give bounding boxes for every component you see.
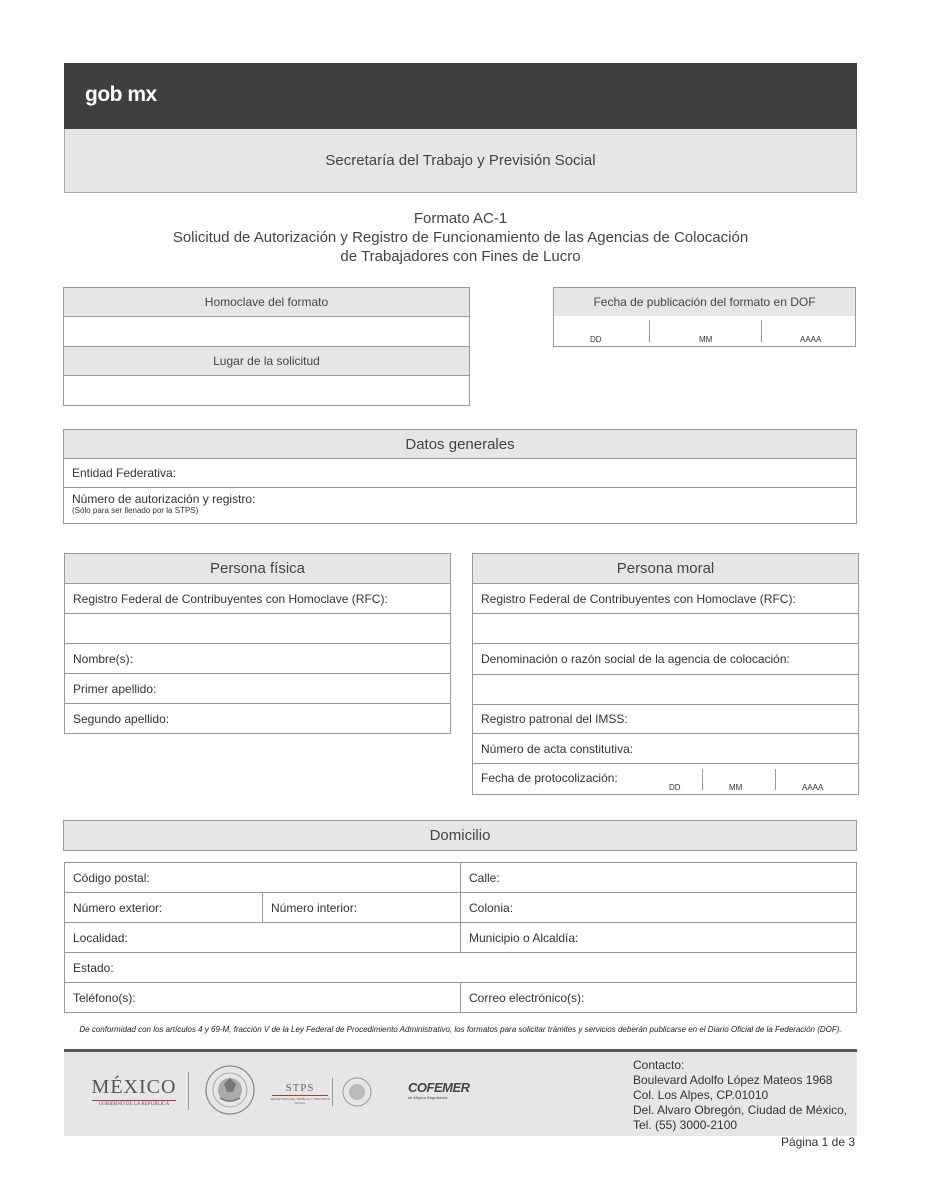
numero-autorizacion-label: Número de autorización y registro: (72, 492, 256, 506)
persona-fisica-title: Persona física (209, 560, 306, 577)
title-line-2: Solicitud de Autorización y Registro de Funcionamiento de las Agencias de Colocación (172, 229, 749, 246)
persona-moral-header (472, 553, 859, 584)
mexico-wordmark: MÉXICO (91, 1076, 177, 1098)
page-number: Página 1 de 3 (780, 1135, 855, 1149)
persona-fisica-header (64, 553, 451, 584)
divider (188, 1072, 189, 1110)
pf-primer-apellido-label: Primer apellido: (73, 681, 157, 696)
pm-acta-label: Número de acta constitutiva: (481, 741, 634, 756)
entidad-field[interactable] (63, 458, 857, 488)
codigo-postal-label: Código postal: (73, 870, 150, 885)
correo-field[interactable] (460, 982, 857, 1013)
pm-fecha-aaaa: AAAA (802, 783, 824, 792)
pf-rfc-field[interactable] (64, 613, 451, 644)
estado-field[interactable] (64, 952, 857, 983)
calle-field[interactable] (460, 862, 857, 893)
estado-label: Estado: (73, 960, 114, 975)
divider (761, 320, 762, 342)
ministry-band (64, 129, 857, 193)
pf-nombre-label: Nombre(s): (73, 651, 134, 666)
homoclave-field[interactable] (63, 316, 470, 347)
gobmx-logo: gob mx (85, 83, 157, 106)
contact-address-3: Del. Alvaro Obregón, Ciudad de México, (633, 1103, 848, 1117)
lugar-field[interactable] (63, 375, 470, 406)
pm-acta-field[interactable] (472, 733, 859, 764)
fecha-pub-aaaa: AAAA (800, 335, 822, 344)
lugar-header (63, 346, 470, 376)
stps-seal-icon (342, 1077, 372, 1107)
divider (775, 769, 776, 790)
pm-rfc-label: Registro Federal de Contribuyentes con Homoclave (RFC): (481, 591, 796, 606)
persona-moral-title: Persona moral (616, 560, 715, 577)
correo-label: Correo electrónico(s): (469, 990, 585, 1005)
contact-block (633, 1058, 857, 1133)
fecha-pub-header (553, 287, 856, 317)
datos-generales-title: Datos generales (405, 435, 515, 453)
pf-rfc-label-row (64, 583, 451, 614)
pf-segundo-apellido-field[interactable] (64, 703, 451, 734)
telefono-label: Teléfono(s): (73, 990, 136, 1005)
codigo-postal-field[interactable] (64, 862, 461, 893)
divider (649, 320, 650, 342)
pm-imss-field[interactable] (472, 704, 859, 734)
fecha-pub-mm: MM (699, 335, 713, 344)
contact-label: Contacto: (633, 1058, 685, 1072)
municipio-field[interactable] (460, 922, 857, 953)
pf-primer-apellido-field[interactable] (64, 673, 451, 704)
stps-line (272, 1095, 328, 1096)
contact-address-2: Col. Los Alpes, CP.01010 (633, 1088, 769, 1102)
homoclave-label: Homoclave del formato (204, 295, 329, 309)
stps-sub: SECRETARÍA DEL TRABAJO Y PREVISIÓN SOCIAL (270, 1097, 330, 1105)
cofemer-wordmark: COFEMER (408, 1080, 470, 1095)
pm-fecha-mm: MM (729, 783, 743, 792)
pm-rfc-field[interactable] (472, 613, 859, 644)
top-bar (64, 63, 857, 129)
entidad-label: Entidad Federativa: (72, 466, 177, 480)
num-interior-field[interactable] (262, 892, 461, 923)
telefono-field[interactable] (64, 982, 461, 1013)
fecha-pub-label: Fecha de publicación del formato en DOF (593, 295, 816, 309)
pm-denominacion-field[interactable] (472, 674, 859, 705)
mexico-red-line (92, 1100, 176, 1101)
contact-address-1: Boulevard Adolfo López Mateos 1968 (633, 1073, 833, 1087)
domicilio-title: Domicilio (429, 827, 491, 844)
pm-fecha-dd: DD (669, 783, 681, 792)
pf-nombre-field[interactable] (64, 643, 451, 674)
pm-fecha-proto-field[interactable] (472, 763, 859, 795)
pm-rfc-label-row (472, 583, 859, 614)
lugar-label: Lugar de la solicitud (213, 354, 320, 368)
legal-note: De conformidad con los artículos 4 y 69-M, fracción V de la Ley Federal de Procedimiento Administrativo, los formatos para solicitar trámites y servicios deberán publicarse en el Diario Oficial de la Federación (DOF). (79, 1025, 842, 1034)
pm-fecha-proto-label: Fecha de protocolización: (481, 771, 618, 785)
mexico-logo (86, 1076, 182, 1107)
pf-segundo-apellido-label: Segundo apellido: (73, 711, 170, 726)
num-exterior-label: Número exterior: (73, 900, 163, 915)
datos-generales-header (63, 429, 857, 459)
form-title (64, 209, 857, 266)
gobierno-text: GOBIERNO DE LA REPÚBLICA (98, 1102, 170, 1107)
pm-denominacion-label-row (472, 643, 859, 675)
fecha-pub-field[interactable] (553, 316, 856, 347)
footer-band (64, 1052, 857, 1136)
calle-label: Calle: (469, 870, 500, 885)
municipio-label: Municipio o Alcaldía: (469, 930, 579, 945)
numero-autorizacion-field[interactable] (63, 487, 857, 524)
colonia-field[interactable] (460, 892, 857, 923)
domicilio-header (63, 820, 857, 851)
pm-denominacion-label: Denominación o razón social de la agencia de colocación: (481, 652, 790, 666)
localidad-field[interactable] (64, 922, 461, 953)
num-interior-label: Número interior: (271, 900, 358, 915)
colonia-label: Colonia: (469, 900, 514, 915)
cofemer-logo (408, 1080, 478, 1100)
numero-autorizacion-note: (Sólo para ser llenado por la STPS) (72, 506, 199, 515)
stps-logo (270, 1082, 330, 1105)
num-exterior-field[interactable] (64, 892, 263, 923)
homoclave-header (63, 287, 470, 317)
ministry-name: Secretaría del Trabajo y Previsión Social (325, 152, 596, 169)
fecha-pub-dd: DD (590, 335, 602, 344)
cofemer-sub: de Mejora Regulatoria (408, 1095, 448, 1100)
pf-rfc-label: Registro Federal de Contribuyentes con Homoclave (RFC): (73, 591, 388, 606)
stps-wordmark: STPS (285, 1082, 315, 1094)
pm-imss-label: Registro patronal del IMSS: (481, 712, 628, 726)
title-line-1: Formato AC-1 (413, 210, 508, 227)
divider (332, 1078, 333, 1106)
localidad-label: Localidad: (73, 930, 128, 945)
national-seal-icon (204, 1064, 256, 1116)
divider (702, 769, 703, 790)
contact-phone: Tel. (55) 3000-2100 (633, 1118, 738, 1132)
title-line-3: de Trabajadores con Fines de Lucro (340, 248, 581, 265)
